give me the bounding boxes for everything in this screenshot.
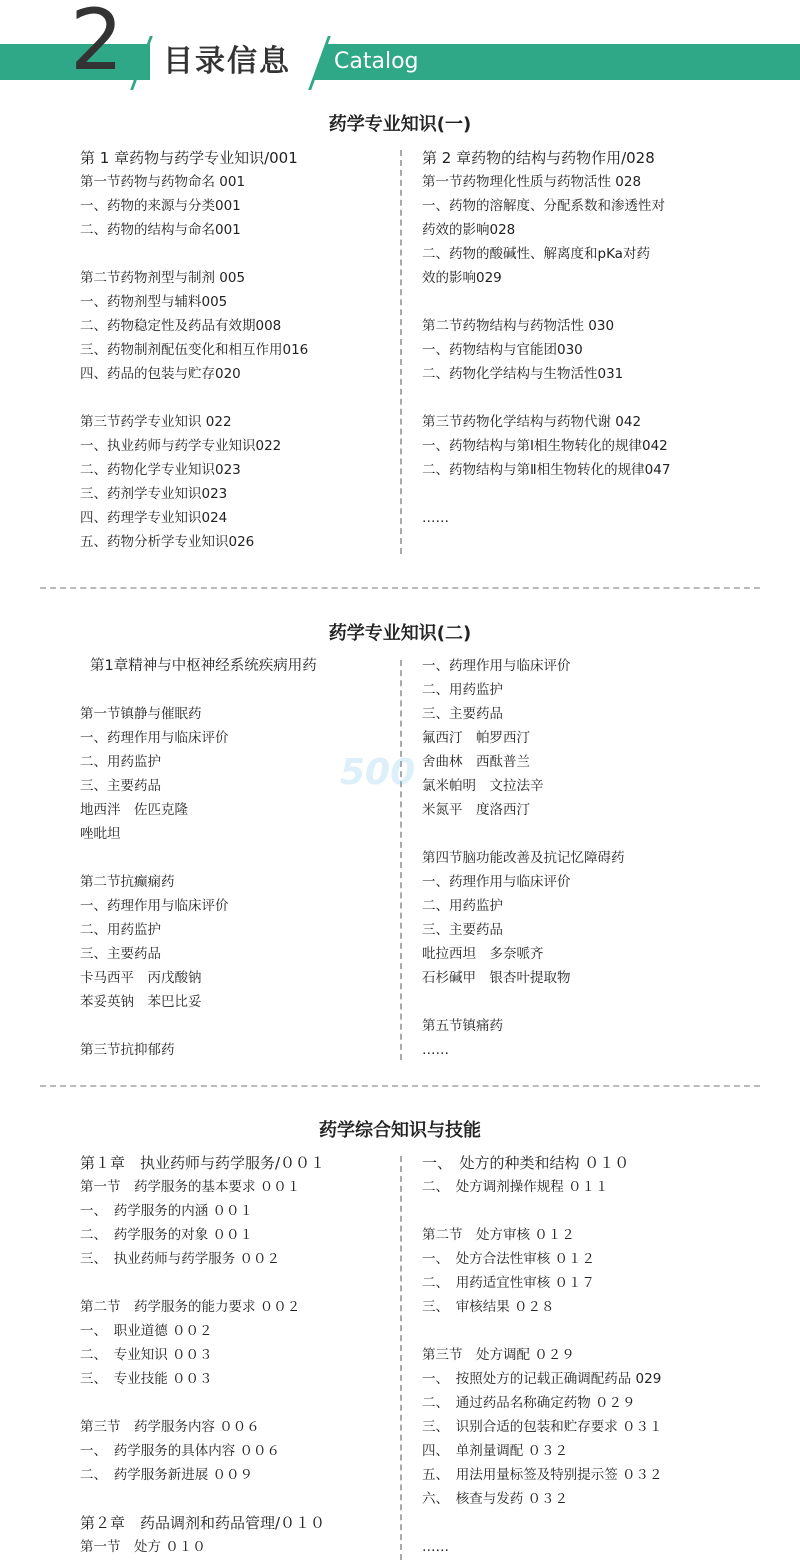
section3-column-divider [400, 1156, 402, 1560]
toc-entry: 米氮平 度洛西汀 [422, 802, 530, 818]
toc-entry: 第１章 执业药师与药学服务/００１ [80, 1154, 326, 1172]
toc-entry: 四、药理学专业知识024 [80, 510, 228, 526]
toc-entry: 第五节镇痛药 [422, 1018, 503, 1034]
toc-entry: 三、主要药品 [422, 706, 503, 722]
section1-column-divider [400, 150, 402, 554]
toc-entry: 第三节药物化学结构与药物代谢 042 [422, 414, 642, 430]
toc-entry: 氯米帕明 文拉法辛 [422, 778, 544, 794]
toc-entry: 一、 按照处方的记载正确调配药品 029 [422, 1371, 662, 1387]
toc-entry: 地西泮 佐匹克隆 [80, 802, 188, 818]
toc-entry: 第一节药物理化性质与药物活性 028 [422, 174, 642, 190]
toc-entry: 二、用药监护 [422, 682, 503, 698]
toc-entry: 第二节药物剂型与制剂 005 [80, 270, 246, 286]
toc-entry: 一、 药学服务的内涵 ００１ [80, 1203, 254, 1219]
toc-entry: 第一节 药学服务的基本要求 ００１ [80, 1179, 301, 1195]
toc-entry: 二、 药学服务的对象 ００１ [80, 1227, 254, 1243]
toc-entry: 三、主要药品 [80, 946, 161, 962]
toc-entry: 石杉碱甲 银杏叶提取物 [422, 970, 571, 986]
toc-entry: 三、药物制剂配伍变化和相互作用016 [80, 342, 309, 358]
toc-entry: 二、 药学服务新进展 ００９ [80, 1467, 254, 1483]
toc-entry: 三、 执业药师与药学服务 ００２ [80, 1251, 281, 1267]
toc-entry: 五、 用法用量标签及特别提示签 ０３２ [422, 1467, 663, 1483]
toc-entry: 二、用药监护 [80, 922, 161, 938]
toc-entry: 六、 核查与发药 ０３２ [422, 1491, 569, 1507]
toc-entry: 二、药物化学专业知识023 [80, 462, 241, 478]
toc-entry: 一、药理作用与临床评价 [80, 898, 229, 914]
section-divider-1 [40, 587, 760, 589]
toc-entry: 二、用药监护 [80, 754, 161, 770]
catalog-header [0, 0, 800, 92]
toc-entry: 第一节 处方 ０１０ [80, 1539, 206, 1555]
section3-title: 药学综合知识与技能 [319, 1120, 481, 1141]
toc-entry: 第三节抗抑郁药 [80, 1042, 175, 1058]
toc-entry: 二、 通过药品名称确定药物 ０２９ [422, 1395, 636, 1411]
toc-entry: 第三节 处方调配 ０２９ [422, 1347, 575, 1363]
toc-entry: 第二节 药学服务的能力要求 ００２ [80, 1299, 301, 1315]
toc-entry: 三、 审核结果 ０２８ [422, 1299, 555, 1315]
toc-entry: 二、药物的酸碱性、解离度和pKa对药 [422, 246, 650, 262]
toc-entry: 一、 处方的种类和结构 ０１０ [422, 1154, 630, 1172]
toc-entry: …… [422, 510, 449, 526]
toc-entry: 四、药品的包装与贮存020 [80, 366, 241, 382]
toc-entry: 第一节药物与药物命名 001 [80, 174, 246, 190]
toc-entry: 药效的影响028 [422, 222, 516, 238]
toc-entry: 第 2 章药物的结构与药物作用/028 [422, 149, 655, 167]
section-divider-2 [40, 1085, 760, 1087]
toc-entry: 二、 处方调剂操作规程 ０１１ [422, 1179, 609, 1195]
toc-entry: …… [422, 1539, 449, 1555]
header-title-en: Catalog [334, 49, 419, 74]
toc-entry: 四、 单剂量调配 ０３２ [422, 1443, 569, 1459]
toc-entry: 三、 识别合适的包装和贮存要求 ０３１ [422, 1419, 663, 1435]
toc-entry: 第二节药物结构与药物活性 030 [422, 318, 615, 334]
toc-entry: 二、药物稳定性及药品有效期008 [80, 318, 282, 334]
toc-entry: 一、执业药师与药学专业知识022 [80, 438, 282, 454]
toc-entry: 三、药剂学专业知识023 [80, 486, 228, 502]
toc-entry: 一、药物的溶解度、分配系数和渗透性对 [422, 198, 665, 214]
toc-entry: 第三节 药学服务内容 ００６ [80, 1419, 260, 1435]
toc-entry: 三、主要药品 [422, 922, 503, 938]
toc-entry: 三、主要药品 [80, 778, 161, 794]
toc-entry: 二、药物的结构与命名001 [80, 222, 241, 238]
toc-entry: 二、药物结构与第Ⅱ相生物转化的规律047 [422, 462, 671, 478]
watermark-logo: 500 [340, 752, 416, 793]
toc-entry: 舍曲林 西酞普兰 [422, 754, 530, 770]
toc-entry: 第1章精神与中枢神经系统疾病用药 [90, 658, 317, 674]
toc-entry: 一、 药学服务的具体内容 ００６ [80, 1443, 281, 1459]
toc-entry: …… [422, 1042, 449, 1058]
toc-entry: 第 1 章药物与药学专业知识/001 [80, 149, 298, 167]
section1-title: 药学专业知识(一) [328, 114, 472, 135]
header-title-cn: 目录信息 [163, 44, 291, 79]
toc-entry: 三、 专业技能 ００３ [80, 1371, 213, 1387]
toc-entry: 氟西汀 帕罗西汀 [422, 730, 530, 746]
section2-title: 药学专业知识(二) [328, 623, 472, 644]
toc-entry: 第四节脑功能改善及抗记忆障碍药 [422, 850, 625, 866]
toc-entry: 吡拉西坦 多奈哌齐 [422, 946, 544, 962]
toc-entry: 第二节 处方审核 ０１２ [422, 1227, 575, 1243]
toc-entry: 二、药物化学结构与生物活性031 [422, 366, 624, 382]
toc-entry: 一、药物结构与第Ⅰ相生物转化的规律042 [422, 438, 668, 454]
toc-entry: 一、药物结构与官能团030 [422, 342, 583, 358]
toc-entry: 唑吡坦 [80, 826, 121, 842]
toc-entry: 第三节药学专业知识 022 [80, 414, 232, 430]
toc-entry: 一、药物剂型与辅料005 [80, 294, 228, 310]
toc-entry: 第２章 药品调剂和药品管理/０１０ [80, 1514, 326, 1532]
toc-entry: 二、 专业知识 ００３ [80, 1347, 213, 1363]
section2-column-divider [400, 660, 402, 1060]
toc-entry: 卡马西平 丙戊酸钠 [80, 970, 202, 986]
toc-entry: 一、 处方合法性审核 ０１２ [422, 1251, 596, 1267]
toc-entry: 效的影响029 [422, 270, 502, 286]
toc-entry: 一、 职业道德 ００２ [80, 1323, 213, 1339]
toc-entry: 二、用药监护 [422, 898, 503, 914]
toc-entry: 一、药理作用与临床评价 [422, 658, 571, 674]
toc-entry: 五、药物分析学专业知识026 [80, 534, 255, 550]
chapter-number: 2 [70, 0, 124, 89]
toc-entry: 一、药理作用与临床评价 [80, 730, 229, 746]
toc-entry: 一、药理作用与临床评价 [422, 874, 571, 890]
toc-entry: 二、 用药适宜性审核 ０１７ [422, 1275, 596, 1291]
toc-entry: 第一节镇静与催眠药 [80, 706, 202, 722]
toc-entry: 一、药物的来源与分类001 [80, 198, 241, 214]
toc-entry: 苯妥英钠 苯巴比妥 [80, 994, 202, 1010]
toc-entry: 第二节抗癫痫药 [80, 874, 175, 890]
